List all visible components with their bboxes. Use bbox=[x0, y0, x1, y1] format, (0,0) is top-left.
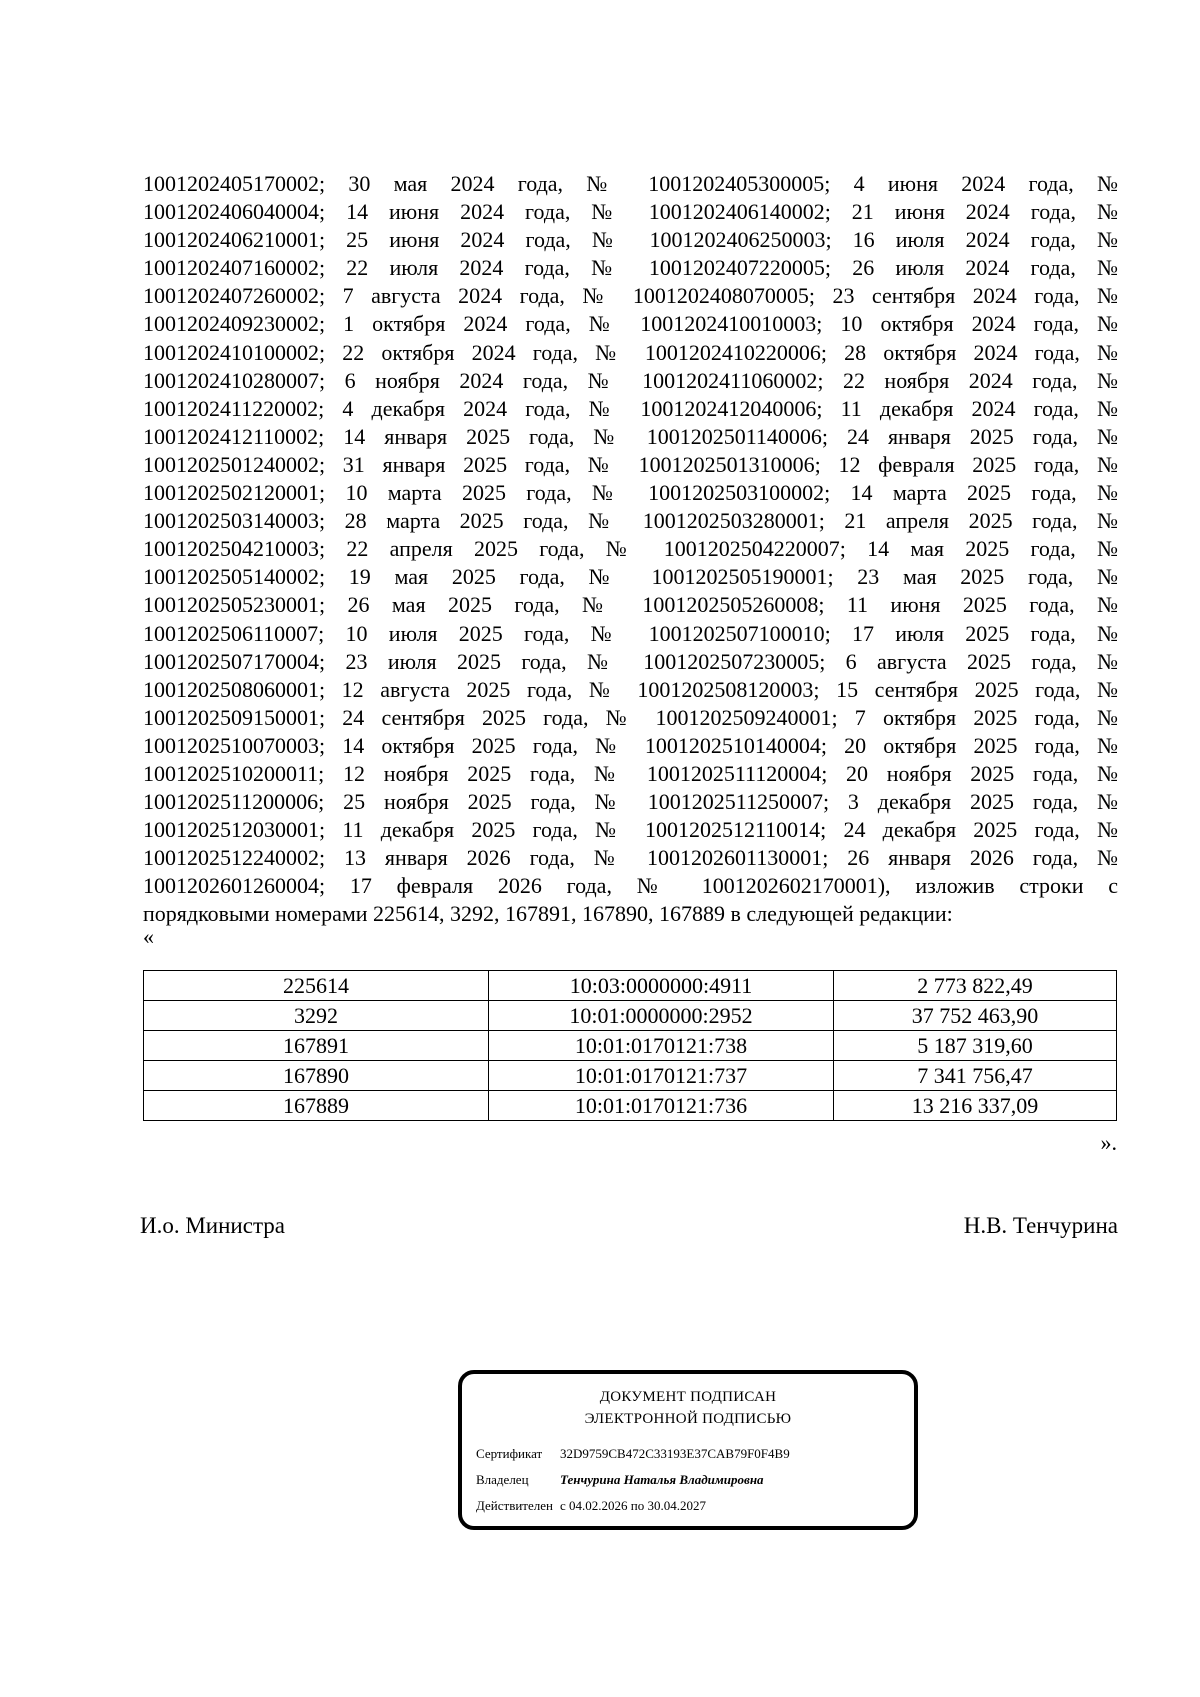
table-row bbox=[144, 1091, 1117, 1121]
text-line: 1001202410100002; 22 октября 2024 года, № 1001202410220006; 28 октября 2024 года, № bbox=[143, 339, 1118, 365]
text-line: 1001202411220002; 4 декабря 2024 года, № 1001202412040006; 11 декабря 2024 года, № bbox=[143, 395, 1118, 421]
text-line: 1001202503140003; 28 марта 2025 года, № 1001202503280001; 21 апреля 2025 года, № bbox=[143, 508, 1118, 534]
table-row bbox=[144, 971, 1117, 1001]
text-line: 1001202512240002; 13 января 2026 года, № 1001202601130001; 26 января 2026 года, № bbox=[143, 845, 1118, 871]
stamp-header-line-2: ЭЛЕКТРОННОЙ ПОДПИСЬЮ bbox=[584, 1411, 792, 1427]
value-cell: 5 187 319,60 bbox=[834, 1031, 1117, 1061]
value-cell: 37 752 463,90 bbox=[834, 1001, 1117, 1031]
data-table bbox=[143, 970, 1117, 1121]
text-line: 1001202504210003; 22 апреля 2025 года, № 1001202504220007; 14 мая 2025 года, № bbox=[143, 536, 1118, 562]
stamp-validity-label: Действителен bbox=[476, 1498, 553, 1513]
text-line: 1001202502120001; 10 марта 2025 года, № 1001202503100002; 14 марта 2025 года, № bbox=[143, 480, 1118, 506]
table-row bbox=[144, 1061, 1117, 1091]
row-number-cell: 167889 bbox=[144, 1091, 489, 1121]
cadastral-number-cell: 10:01:0170121:737 bbox=[489, 1061, 834, 1091]
stamp-owner-value: Тенчурина Наталья Владимировна bbox=[560, 1472, 764, 1487]
text-line: 1001202509150001; 24 сентября 2025 года, № 1001202509240001; 7 октября 2025 года, № bbox=[143, 704, 1118, 730]
value-cell: 13 216 337,09 bbox=[834, 1091, 1117, 1121]
row-number-cell: 3292 bbox=[144, 1001, 489, 1031]
electronic-signature-stamp bbox=[458, 1370, 918, 1530]
text-line: 1001202601260004; 17 февраля 2026 года, № 1001202602170001), изложив строки с bbox=[143, 873, 1118, 899]
text-line: 1001202506110007; 10 июля 2025 года, № 1001202507100010; 17 июля 2025 года, № bbox=[143, 620, 1118, 646]
stamp-validity-value: с 04.02.2026 по 30.04.2027 bbox=[560, 1498, 706, 1513]
text-line: 1001202410280007; 6 ноября 2024 года, № 1001202411060002; 22 ноября 2024 года, № bbox=[143, 367, 1118, 393]
stamp-owner-row bbox=[476, 1472, 764, 1488]
signatory-role: И.о. Министра bbox=[140, 1213, 285, 1238]
text-line: 1001202508060001; 12 августа 2025 года, № 1001202508120003; 15 сентября 2025 года, № bbox=[143, 676, 1118, 702]
stamp-certificate-value: 32D9759CB472C33193E37CAB79F0F4B9 bbox=[560, 1446, 790, 1461]
text-line: 1001202505140002; 19 мая 2025 года, № 1001202505190001; 23 мая 2025 года, № bbox=[143, 564, 1118, 590]
stamp-owner-label: Владелец bbox=[476, 1472, 529, 1487]
text-line: 1001202407160002; 22 июля 2024 года, № 1001202407220005; 26 июля 2024 года, № bbox=[143, 255, 1118, 281]
row-number-cell: 225614 bbox=[144, 971, 489, 1001]
cadastral-number-cell: 10:01:0170121:738 bbox=[489, 1031, 834, 1061]
table-row bbox=[144, 1031, 1117, 1061]
row-number-cell: 167891 bbox=[144, 1031, 489, 1061]
text-line: 1001202511200006; 25 ноября 2025 года, № 1001202511250007; 3 декабря 2025 года, № bbox=[143, 789, 1118, 815]
value-cell: 2 773 822,49 bbox=[834, 971, 1117, 1001]
text-line: 1001202406040004; 14 июня 2024 года, № 1001202406140002; 21 июня 2024 года, № bbox=[143, 199, 1118, 225]
text-line: 1001202510070003; 14 октября 2025 года, № 1001202510140004; 20 октября 2025 года, № bbox=[143, 732, 1118, 758]
cadastral-number-cell: 10:01:0170121:736 bbox=[489, 1091, 834, 1121]
text-line: 1001202512030001; 11 декабря 2025 года, № 1001202512110014; 24 декабря 2025 года, № bbox=[143, 817, 1118, 843]
stamp-certificate-label: Сертификат bbox=[476, 1446, 543, 1461]
text-line: 1001202507170004; 23 июля 2025 года, № 1001202507230005; 6 августа 2025 года, № bbox=[143, 648, 1118, 674]
table-row bbox=[144, 1001, 1117, 1031]
opening-quote: « bbox=[143, 924, 154, 949]
stamp-header-line-1: ДОКУМЕНТ ПОДПИСАН bbox=[599, 1389, 777, 1405]
text-line: 1001202412110002; 14 января 2025 года, № 1001202501140006; 24 января 2025 года, № bbox=[143, 423, 1118, 449]
text-line: 1001202501240002; 31 января 2025 года, № 1001202501310006; 12 февраля 2025 года, № bbox=[143, 451, 1118, 477]
body-paragraph bbox=[143, 170, 1118, 929]
signatory-name: Н.В. Тенчурина bbox=[963, 1213, 1118, 1238]
text-line: 1001202510200011; 12 ноября 2025 года, № 1001202511120004; 20 ноября 2025 года, № bbox=[143, 760, 1118, 786]
cadastral-number-cell: 10:03:0000000:4911 bbox=[489, 971, 834, 1001]
stamp-validity-row bbox=[476, 1498, 706, 1514]
cadastral-number-cell: 10:01:0000000:2952 bbox=[489, 1001, 834, 1031]
text-line: 1001202505230001; 26 мая 2025 года, № 1001202505260008; 11 июня 2025 года, № bbox=[143, 592, 1118, 618]
text-line: 1001202409230002; 1 октября 2024 года, № 1001202410010003; 10 октября 2024 года, № bbox=[143, 311, 1118, 337]
closing-quote: ». bbox=[1100, 1130, 1117, 1155]
value-cell: 7 341 756,47 bbox=[834, 1061, 1117, 1091]
text-line: 1001202407260002; 7 августа 2024 года, № 1001202408070005; 23 сентября 2024 года, № bbox=[143, 283, 1118, 309]
stamp-certificate-row bbox=[476, 1446, 790, 1462]
text-line: 1001202406210001; 25 июня 2024 года, № 1001202406250003; 16 июля 2024 года, № bbox=[143, 227, 1118, 253]
text-line: 1001202405170002; 30 мая 2024 года, № 1001202405300005; 4 июня 2024 года, № bbox=[143, 171, 1118, 196]
text-line: порядковыми номерами 225614, 3292, 167891, 167890, 167889 в следующей редакции: bbox=[143, 901, 953, 927]
row-number-cell: 167890 bbox=[144, 1061, 489, 1091]
